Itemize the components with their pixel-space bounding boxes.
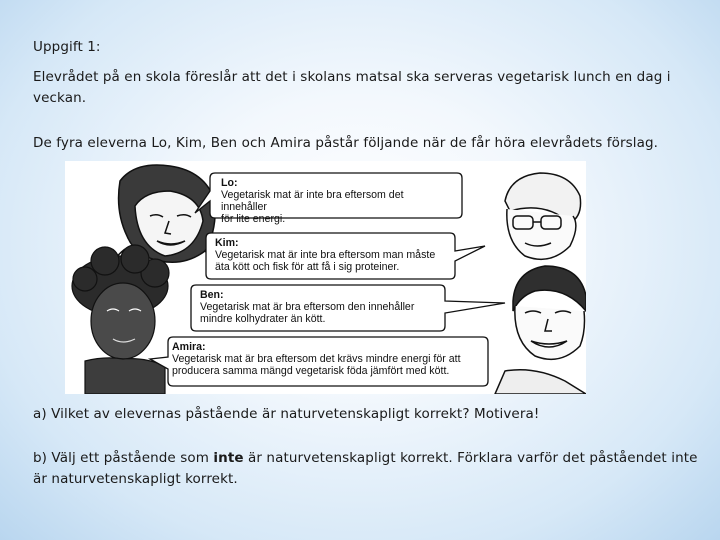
statement-lo-line2: för lite energi. [221, 213, 286, 225]
statement-ben-name: Ben: [200, 289, 224, 301]
statement-lo-line1: Vegetarisk mat är inte bra eftersom det innehåller [221, 189, 404, 213]
question-a: a) Vilket av elevernas påstående är naturvetenskapligt korrekt? Motivera! [33, 406, 540, 422]
speech-bubble-illustration [65, 161, 586, 394]
statement-amira-name: Amira: [172, 341, 206, 353]
statement-ben-line2: mindre kolhydrater än kött. [200, 313, 326, 325]
amira-portrait [72, 245, 169, 394]
statement-kim [215, 237, 455, 273]
kim-portrait [505, 173, 581, 259]
statement-kim-line2: äta kött och fisk för att få i sig proteiner. [215, 261, 400, 273]
statement-ben [200, 289, 430, 325]
statement-lo-name: Lo: [221, 177, 238, 189]
statement-amira-line2: producera samma mängd vegetarisk föda jämfört med kött. [172, 365, 450, 377]
statement-ben-line1: Vegetarisk mat är bra eftersom den innehåller [200, 301, 415, 313]
statement-kim-line1: Vegetarisk mat är inte bra eftersom man måste [215, 249, 436, 261]
question-b [33, 448, 703, 490]
intro-paragraph: Elevrådet på en skola föreslår att det i skolans matsal ska serveras vegetarisk lunch en dag i veckan. [33, 69, 671, 106]
statement-lo [221, 177, 451, 225]
students-intro: De fyra eleverna Lo, Kim, Ben och Amira påstår följande när de får höra elevrådets förslag. [33, 135, 659, 151]
question-b-after: är naturvetenskapligt korrekt. Förklara varför det påståendet inte är naturvetenskapligt korrekt. [33, 450, 698, 487]
statement-kim-name: Kim: [215, 237, 239, 249]
statement-amira [172, 341, 512, 377]
question-b-before: b) Välj ett påstående som [33, 450, 214, 466]
statement-amira-line1: Vegetarisk mat är bra eftersom det krävs mindre energi för att [172, 353, 461, 365]
question-b-emphasis: inte [213, 450, 244, 466]
task-title: Uppgift 1: [33, 39, 101, 55]
